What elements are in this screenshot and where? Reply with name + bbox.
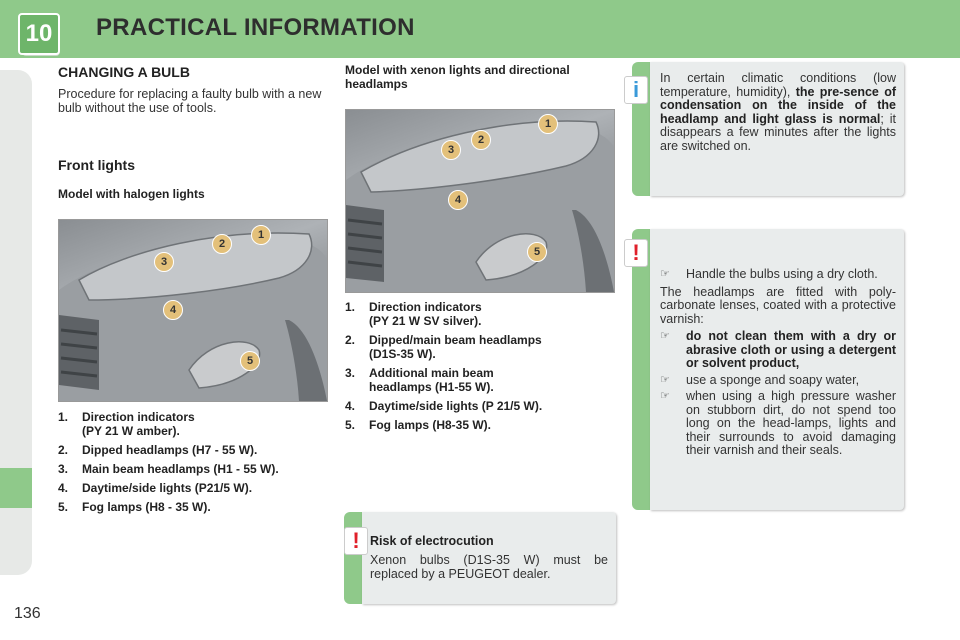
list-item: 5. Fog lamps (H8-35 W).	[345, 418, 492, 432]
pointing-hand-icon: ☞	[660, 268, 670, 280]
list-item: ☞ Handle the bulbs using a dry cloth.	[660, 267, 878, 281]
callout-3: 3	[441, 140, 461, 160]
pointing-hand-icon: ☞	[660, 390, 670, 402]
callout-1: 1	[251, 225, 271, 245]
page-number: 136	[14, 605, 41, 622]
list-item: ☞ do not clean them with a dry or abrasive cloth or using a detergent or solvent product,	[660, 329, 896, 370]
front-lights-title: Front lights	[58, 157, 135, 173]
info-text	[660, 72, 896, 153]
xenon-headlamp-photo	[345, 109, 615, 293]
pointing-hand-icon: ☞	[660, 373, 670, 386]
section-title: CHANGING A BULB	[58, 64, 190, 80]
danger-icon: !	[344, 527, 368, 555]
list-item: 4. Daytime/side lights (P 21/5 W).	[345, 399, 543, 413]
info-icon: i	[624, 76, 648, 104]
list-item: 2. Dipped/main beam headlamps (D1S-35 W).	[345, 333, 542, 361]
page-title: PRACTICAL INFORMATION	[96, 14, 415, 41]
warning-text	[660, 265, 896, 461]
risk-title: Risk of electrocution	[370, 534, 494, 548]
info-text-plain-1: In certain climatic conditions (low temperature, humidity),	[660, 71, 896, 99]
warning-icon: !	[624, 239, 648, 267]
xenon-bulb-list	[345, 300, 620, 437]
list-item: ☞ use a sponge and soapy water,	[660, 372, 860, 387]
info-box	[632, 62, 904, 196]
list-item: 2. Dipped headlamps (H7 - 55 W).	[58, 443, 258, 457]
xenon-title: Model with xenon lights and directional headlamps	[345, 63, 570, 91]
list-item: 1. Direction indicators (PY 21 W SV silver).	[345, 300, 482, 328]
list-item: 4. Daytime/side lights (P21/5 W).	[58, 481, 253, 495]
halogen-bulb-list	[58, 410, 338, 519]
callout-4: 4	[448, 190, 468, 210]
risk-box	[344, 512, 616, 604]
intro-text: Procedure for replacing a faulty bulb with a new bulb without the use of tools.	[58, 87, 322, 115]
callout-1: 1	[538, 114, 558, 134]
halogen-headlamp-photo	[58, 219, 328, 402]
list-item: 3. Additional main beam headlamps (H1-55 W).	[345, 366, 494, 394]
chapter-side-tab-active	[0, 468, 32, 508]
info-text-bold: the pre-sence of condensation on the inside of the headlamp and light glass is normal	[660, 84, 896, 126]
callout-5: 5	[240, 351, 260, 371]
list-item: 3. Main beam headlamps (H1 - 55 W).	[58, 462, 279, 476]
risk-text: Xenon bulbs (D1S-35 W) must be replaced by a PEUGEOT dealer.	[370, 553, 608, 581]
callout-2: 2	[212, 234, 232, 254]
info-text-plain-2: ; it disappears a few minutes after the lights are switched on.	[660, 111, 896, 153]
callout-4: 4	[163, 300, 183, 320]
list-item: 5. Fog lamps (H8 - 35 W).	[58, 500, 211, 514]
callout-5: 5	[527, 242, 547, 262]
list-item: ☞ when using a high pressure washer on stubborn dirt, do not spend too long on the head-lamps, lights and their surrounds to avoid damaging their varnish and their seals.	[660, 389, 896, 457]
list-item: 1. Direction indicators (PY 21 W amber).	[58, 410, 195, 438]
warning-box	[632, 229, 904, 510]
callout-2: 2	[471, 130, 491, 150]
warning-paragraph: The headlamps are fitted with poly-carbonate lenses, coated with a protective varnish:	[660, 284, 896, 326]
chapter-badge: 10	[18, 13, 60, 55]
halogen-title: Model with halogen lights	[58, 187, 205, 201]
pointing-hand-icon: ☞	[660, 330, 670, 342]
callout-3: 3	[154, 252, 174, 272]
